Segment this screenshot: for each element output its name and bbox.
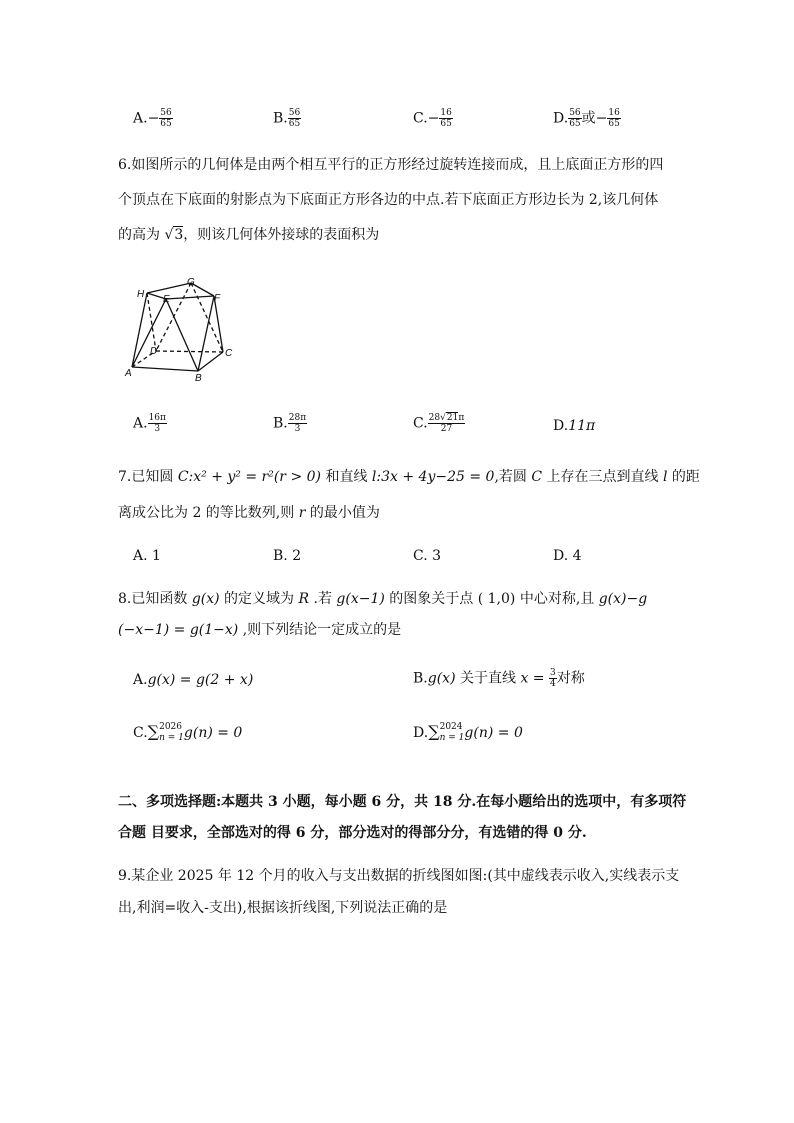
fig-label-G: G <box>187 277 195 288</box>
fig-label-E: E <box>163 294 170 305</box>
q7-line-1: 7.已知圆 C:x² + y² = r²(r > 0) 和直线 l:3x + 4y−25 = 0,若圆 C 上存在三点到直线 l 的距 <box>118 469 700 485</box>
q6-option-d: D.11π <box>553 418 596 434</box>
q7-option-d: D. 4 <box>553 548 582 564</box>
q7-option-c: C. 3 <box>413 548 442 564</box>
q5-option-d: D. $\frac{56}{65}$ 或− $\frac{16}{65}$ <box>553 108 620 129</box>
fig-label-C: C <box>225 348 233 359</box>
q7-option-b: B. 2 <box>273 548 302 564</box>
q8-line-2: (−x−1) = g(1−x) ,则下列结论一定成立的是 <box>118 622 402 638</box>
fig-edge-HA <box>132 293 147 367</box>
q6-figure <box>118 272 248 384</box>
q6-line-2: 个顶点在下底面的射影点为下底面正方形各边的中点.若下底面正方形边长为 2,该几何体 <box>118 192 659 208</box>
fig-label-D: D <box>150 346 158 357</box>
fig-edge-EF <box>166 296 214 299</box>
section2-line-2: 合题 目要求，全部选对的得 6 分，部分选对的得部分分，有选错的得 0 分. <box>118 825 587 841</box>
q8-option-a: A.g(x) = g(2 + x) <box>133 672 254 688</box>
q6-option-a: A. $\frac{16\pi}{3}$ <box>133 413 166 434</box>
q6-line-1: 6.如图所示的几何体是由两个相互平行的正方形经过旋转连接而成，且上底面正方形的四 <box>118 157 664 173</box>
q8-option-c: C.∑ 2026 n = 1 g(n) = 0 <box>133 722 243 743</box>
q8-option-b: B.g(x) 关于直线 x = $\frac{3}{4}$ 对称 <box>413 668 585 689</box>
q8-option-d: D.∑ 2024 n = 1 g(n) = 0 <box>413 722 523 743</box>
q5-option-b: B. $\frac{56}{65}$ <box>273 108 301 129</box>
fig-edge-EB <box>166 299 198 371</box>
fig-label-B: B <box>195 373 202 384</box>
fig-edge-HG <box>147 283 191 293</box>
fig-label-F: F <box>214 293 221 304</box>
q7-option-a: A. 1 <box>133 548 161 564</box>
fig-edge-AB <box>132 367 198 371</box>
fig-label-H: H <box>137 289 145 300</box>
fig-edge-GD <box>156 283 191 351</box>
q5-option-a: A.− $\frac{56}{65}$ <box>133 108 172 129</box>
q9-line-1: 9.某企业 2025 年 12 个月的收入与支出数据的折线图如图:(其中虚线表示收入,实线表示支 <box>118 868 680 884</box>
q6-option-b: B. $\frac{28\pi}{3}$ <box>273 413 307 434</box>
q6-line-3: 的高为 √3，则该几何体外接球的表面积为 <box>118 227 380 243</box>
q9-line-2: 出,利润=收入-支出),根据该折线图,下列说法正确的是 <box>118 900 448 916</box>
q7-line-2: 离成公比为 2 的等比数列,则 r 的最小值为 <box>118 505 380 521</box>
q5-option-c: C.− $\frac{16}{65}$ <box>413 108 452 129</box>
q8-line-1: 8.已知函数 g(x) 的定义域为 R .若 g(x−1) 的图象关于点 ( 1,0) 中心对称,且 g(x)−g <box>118 591 648 607</box>
section2-line-1: 二、多项选择题:本题共 3 小题，每小题 6 分，共 18 分.在每小题给出的选项中，有多项符 <box>118 794 687 810</box>
fig-edge-FB <box>198 296 214 371</box>
fig-label-A: A <box>125 368 132 379</box>
q6-option-c: C. $\frac{28√21\pi}{27}$ <box>413 413 465 434</box>
